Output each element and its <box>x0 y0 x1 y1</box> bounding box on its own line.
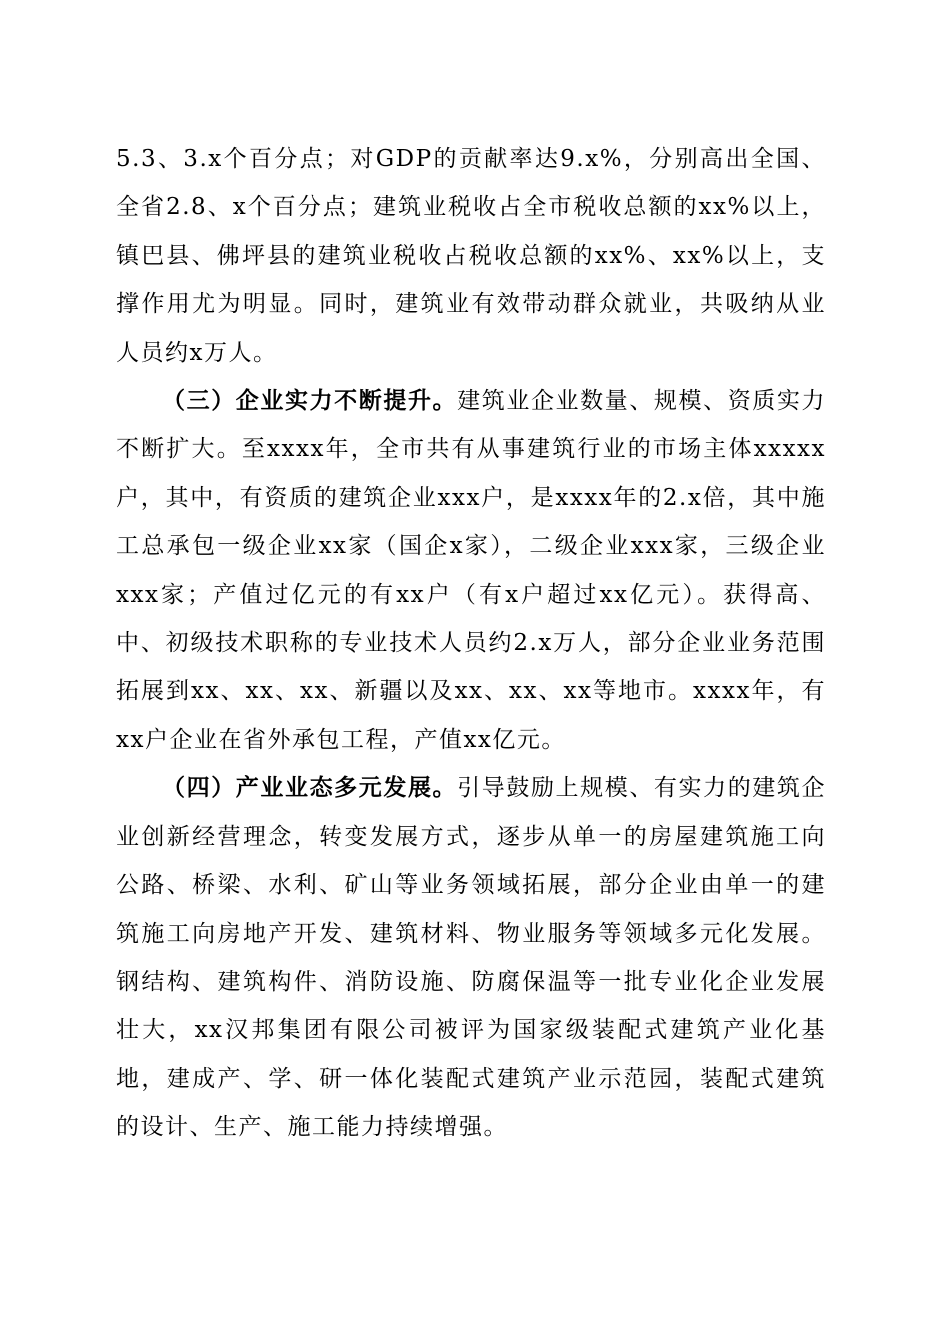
paragraph-body: 5.3、3.x个百分点；对GDP的贡献率达9.x%，分别高出全国、全省2.8、x个百分点；建筑业税收占全市税收总额的xx%以上，镇巴县、佛坪县的建筑业税收占税收总额的xx%、xx%以上，支撑作用尤为明显。同时，建筑业有效带动群众就业，共吸纳从业人员约x万人。 <box>116 146 826 366</box>
paragraph-enterprise-strength <box>116 377 826 764</box>
paragraph-body: 引导鼓励上规模、有实力的建筑企业创新经营理念，转变发展方式，逐步从单一的房屋建筑施工向公路、桥梁、水利、矿山等业务领域拓展，部分企业由单一的建筑施工向房地产开发、建筑材料、物业服务等领域多元化发展。钢结构、建筑构件、消防设施、防腐保温等一批专业化企业发展壮大，xx汉邦集团有限公司被评为国家级装配式建筑产业化基地，建成产、学、研一体化装配式建筑产业示范园，装配式建筑的设计、生产、施工能力持续增强。 <box>116 775 827 1141</box>
document-page <box>116 135 826 1152</box>
paragraph-heading: （三）企业实力不断提升。 <box>162 387 458 415</box>
paragraph-heading: （四）产业业态多元发展。 <box>162 774 458 802</box>
paragraph-industry-diversification <box>116 764 826 1151</box>
paragraph-continuation <box>116 135 826 377</box>
paragraph-body: 建筑业企业数量、规模、资质实力不断扩大。至xxxx年，全市共有从事建筑行业的市场主体xxxxx户，其中，有资质的建筑企业xxx户，是xxxx年的2.x倍，其中施工总承包一级企业xx家（国企x家），二级企业xxx家，三级企业xxx家；产值过亿元的有xx户（有x户超过xx亿元）。获得高、中、初级技术职称的专业技术人员约2.x万人，部分企业业务范围拓展到xx、xx、xx、新疆以及xx、xx、xx等地市。xxxx年，有xx户企业在省外承包工程，产值xx亿元。 <box>116 388 827 753</box>
